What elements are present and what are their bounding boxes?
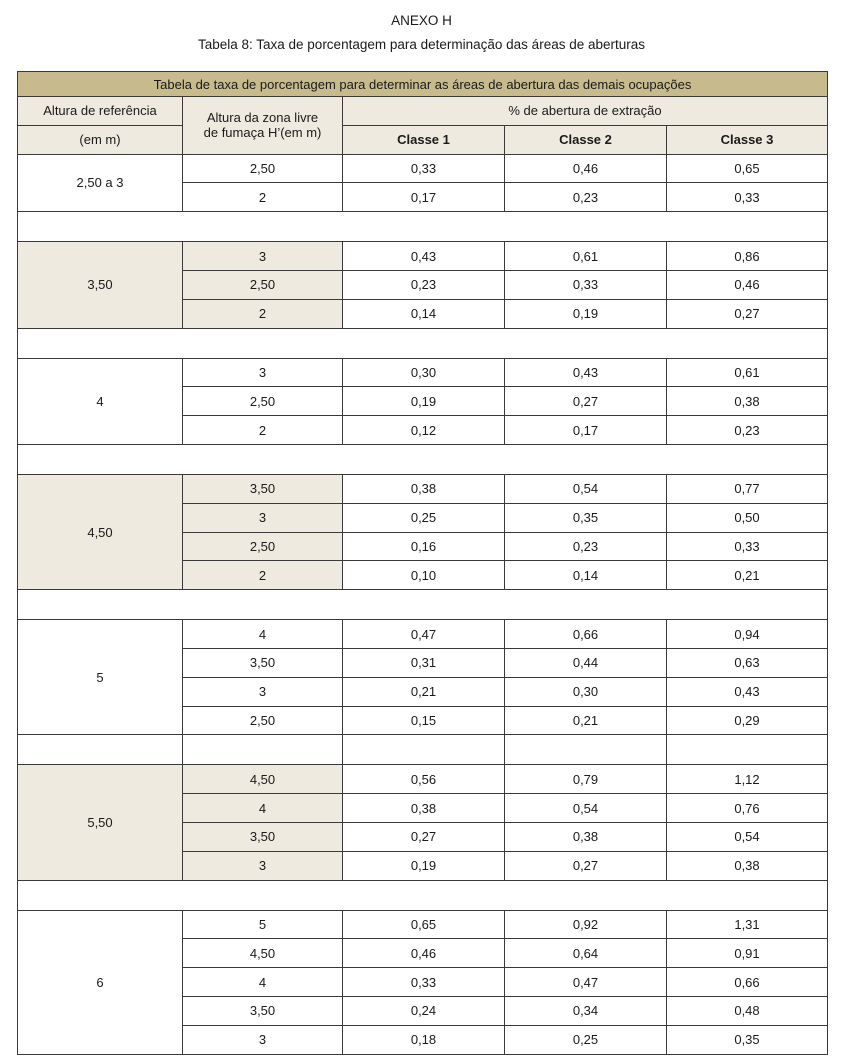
class-3-cell: 0,43 — [667, 677, 828, 706]
zone-height-cell: 4 — [183, 794, 343, 823]
class-3-cell: 0,27 — [667, 299, 828, 328]
spacer-cell — [343, 735, 505, 765]
table-row — [18, 910, 828, 939]
class-1-cell: 0,43 — [343, 242, 505, 271]
class-3-cell: 0,91 — [667, 939, 828, 968]
zone-height-cell: 3 — [183, 242, 343, 271]
zone-height-cell: 2 — [183, 416, 343, 445]
zone-height-cell: 2,50 — [183, 154, 343, 183]
header-row-1 — [18, 97, 828, 126]
class-3-cell: 0,21 — [667, 561, 828, 590]
class-1-cell: 0,38 — [343, 474, 505, 503]
class-3-cell: 0,76 — [667, 794, 828, 823]
col-zone-line2: de fumaça H’(em m) — [203, 125, 322, 141]
class-3-cell: 0,54 — [667, 822, 828, 851]
class-3-cell: 0,35 — [667, 1025, 828, 1054]
class-1-cell: 0,27 — [343, 822, 505, 851]
zone-height-cell: 3 — [183, 358, 343, 387]
class-3-cell: 1,12 — [667, 765, 828, 794]
class-2-cell: 0,21 — [505, 706, 667, 735]
zone-height-cell: 3 — [183, 503, 343, 532]
table-row — [18, 242, 828, 271]
spacer-row — [18, 880, 828, 910]
table-banner-row — [18, 72, 828, 97]
class-3-cell: 0,94 — [667, 620, 828, 649]
class-2-cell: 0,46 — [505, 154, 667, 183]
spacer-cell — [18, 212, 828, 242]
zone-height-cell: 2,50 — [183, 270, 343, 299]
class-1-cell: 0,31 — [343, 648, 505, 677]
spacer-cell — [505, 735, 667, 765]
class-1-cell: 0,56 — [343, 765, 505, 794]
spacer-row — [18, 328, 828, 358]
zone-height-cell: 4 — [183, 620, 343, 649]
class-2-cell: 0,30 — [505, 677, 667, 706]
class-2-cell: 0,64 — [505, 939, 667, 968]
spacer-row — [18, 444, 828, 474]
class-2-cell: 0,43 — [505, 358, 667, 387]
class-3-cell: 0,77 — [667, 474, 828, 503]
table-banner: Tabela de taxa de porcentagem para determinar as áreas de abertura das demais ocupações — [18, 72, 828, 97]
class-3-cell: 0,65 — [667, 154, 828, 183]
zone-height-cell: 2 — [183, 299, 343, 328]
col-ref-unit: (em m) — [18, 125, 183, 154]
class-2-cell: 0,27 — [505, 851, 667, 880]
class-2-cell: 0,92 — [505, 910, 667, 939]
class-1-cell: 0,19 — [343, 387, 505, 416]
table-caption: Tabela 8: Taxa de porcentagem para determinação das áreas de aberturas — [197, 37, 646, 52]
spacer-cell — [18, 880, 828, 910]
class-3-cell: 1,31 — [667, 910, 828, 939]
col-ref-header — [18, 97, 183, 126]
class-2-cell: 0,17 — [505, 416, 667, 445]
spacer-cell — [18, 590, 828, 620]
class-1-cell: 0,33 — [343, 154, 505, 183]
class-1-cell: 0,38 — [343, 794, 505, 823]
class-3-cell: 0,50 — [667, 503, 828, 532]
class-3-cell: 0,33 — [667, 532, 828, 561]
class-3-cell: 0,38 — [667, 387, 828, 416]
zone-height-cell: 3 — [183, 1025, 343, 1054]
class-3-cell: 0,46 — [667, 270, 828, 299]
col-zone-line1: Altura da zona livre — [206, 110, 319, 126]
class-2-header: Classe 2 — [505, 125, 667, 154]
col-zone-header — [183, 97, 343, 155]
class-2-cell: 0,14 — [505, 561, 667, 590]
zone-height-cell: 2,50 — [183, 532, 343, 561]
ref-height-cell: 2,50 a 3 — [18, 154, 183, 212]
col-ref-line1: Altura de referência — [43, 103, 157, 119]
percentage-table — [17, 71, 828, 1055]
class-2-cell: 0,44 — [505, 648, 667, 677]
class-2-cell: 0,79 — [505, 765, 667, 794]
table-row — [18, 620, 828, 649]
zone-height-cell: 3 — [183, 851, 343, 880]
class-1-cell: 0,47 — [343, 620, 505, 649]
spacer-cell — [18, 735, 183, 765]
ref-height-cell: 3,50 — [18, 242, 183, 328]
spacer-row — [18, 212, 828, 242]
zone-height-cell: 4 — [183, 968, 343, 997]
class-1-cell: 0,46 — [343, 939, 505, 968]
class-2-cell: 0,35 — [505, 503, 667, 532]
class-3-cell: 0,66 — [667, 968, 828, 997]
class-1-cell: 0,23 — [343, 270, 505, 299]
class-3-cell: 0,29 — [667, 706, 828, 735]
spacer-row — [18, 590, 828, 620]
spacer-cell — [18, 328, 828, 358]
spacer-cell — [18, 444, 828, 474]
class-1-cell: 0,18 — [343, 1025, 505, 1054]
zone-height-cell: 2,50 — [183, 706, 343, 735]
annex-title: ANEXO H — [391, 13, 452, 28]
class-2-cell: 0,33 — [505, 270, 667, 299]
zone-height-cell: 3,50 — [183, 648, 343, 677]
class-1-cell: 0,12 — [343, 416, 505, 445]
class-3-cell: 0,38 — [667, 851, 828, 880]
table-row — [18, 154, 828, 183]
class-1-cell: 0,17 — [343, 183, 505, 212]
header-row-2 — [18, 125, 828, 154]
class-2-cell: 0,34 — [505, 996, 667, 1025]
class-1-cell: 0,21 — [343, 677, 505, 706]
zone-height-cell: 2 — [183, 561, 343, 590]
class-3-cell: 0,61 — [667, 358, 828, 387]
spacer-cell — [667, 735, 828, 765]
class-3-cell: 0,48 — [667, 996, 828, 1025]
zone-height-cell: 5 — [183, 910, 343, 939]
class-1-cell: 0,16 — [343, 532, 505, 561]
class-3-cell: 0,33 — [667, 183, 828, 212]
class-2-cell: 0,23 — [505, 183, 667, 212]
class-2-cell: 0,25 — [505, 1025, 667, 1054]
class-1-cell: 0,30 — [343, 358, 505, 387]
table-row — [18, 358, 828, 387]
ref-height-cell: 4,50 — [18, 474, 183, 589]
class-2-cell: 0,27 — [505, 387, 667, 416]
class-2-cell: 0,38 — [505, 822, 667, 851]
table-row — [18, 474, 828, 503]
class-2-cell: 0,61 — [505, 242, 667, 271]
table-row — [18, 765, 828, 794]
ref-height-cell: 5 — [18, 620, 183, 735]
class-2-cell: 0,47 — [505, 968, 667, 997]
spacer-row — [18, 735, 828, 765]
class-1-cell: 0,19 — [343, 851, 505, 880]
col-pct-header: % de abertura de extração — [343, 97, 828, 126]
class-2-cell: 0,54 — [505, 474, 667, 503]
class-2-cell: 0,66 — [505, 620, 667, 649]
zone-height-cell: 4,50 — [183, 765, 343, 794]
class-2-cell: 0,23 — [505, 532, 667, 561]
ref-height-cell: 4 — [18, 358, 183, 444]
class-1-cell: 0,15 — [343, 706, 505, 735]
spacer-cell — [183, 735, 343, 765]
class-3-cell: 0,23 — [667, 416, 828, 445]
ref-height-cell: 6 — [18, 910, 183, 1054]
class-3-cell: 0,86 — [667, 242, 828, 271]
zone-height-cell: 3,50 — [183, 996, 343, 1025]
zone-height-cell: 4,50 — [183, 939, 343, 968]
class-1-cell: 0,65 — [343, 910, 505, 939]
class-2-cell: 0,19 — [505, 299, 667, 328]
class-1-header: Classe 1 — [343, 125, 505, 154]
class-1-cell: 0,25 — [343, 503, 505, 532]
class-2-cell: 0,54 — [505, 794, 667, 823]
ref-height-cell: 5,50 — [18, 765, 183, 880]
class-1-cell: 0,33 — [343, 968, 505, 997]
zone-height-cell: 3,50 — [183, 474, 343, 503]
class-1-cell: 0,10 — [343, 561, 505, 590]
zone-height-cell: 2 — [183, 183, 343, 212]
class-3-header: Classe 3 — [667, 125, 828, 154]
class-3-cell: 0,63 — [667, 648, 828, 677]
class-1-cell: 0,14 — [343, 299, 505, 328]
zone-height-cell: 3,50 — [183, 822, 343, 851]
zone-height-cell: 2,50 — [183, 387, 343, 416]
class-1-cell: 0,24 — [343, 996, 505, 1025]
zone-height-cell: 3 — [183, 677, 343, 706]
